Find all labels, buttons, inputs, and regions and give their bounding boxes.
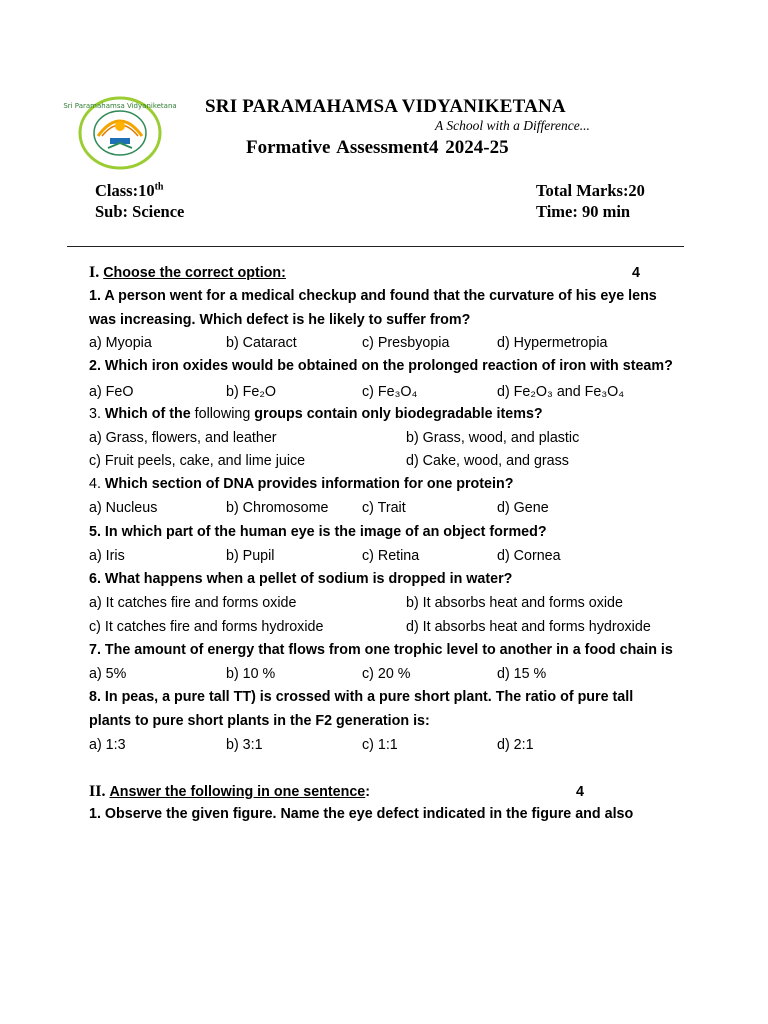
school-tagline: A School with a Difference... <box>435 118 590 133</box>
q5-option-a: a) Iris <box>89 548 125 564</box>
q4-option-b: b) Chromosome <box>226 500 329 516</box>
question-1-text-cont: was increasing. Which defect is he likely to suffer from? <box>89 312 471 328</box>
total-marks: Total Marks:20 <box>536 181 645 200</box>
q4-option-a: a) Nucleus <box>89 500 158 516</box>
header-divider <box>67 246 684 247</box>
q8-option-d: d) 2:1 <box>497 737 534 753</box>
q7-option-c: c) 20 % <box>362 666 411 682</box>
section-1-marks: 4 <box>632 265 640 281</box>
q3-option-c: c) Fruit peels, cake, and lime juice <box>89 453 306 469</box>
q2-option-d: d) Fe₂O₃ and Fe₃O₄ <box>497 384 625 400</box>
question-3-text: 3. Which of the following groups contain only biodegradable items? <box>89 406 543 422</box>
q5-option-c: c) Retina <box>362 548 420 564</box>
assessment-title: Formative Assessment4 2024-25 <box>246 137 509 158</box>
q2-option-a: a) FeO <box>89 384 134 400</box>
q7-option-b: b) 10 % <box>226 666 276 682</box>
q3-option-d: d) Cake, wood, and grass <box>406 453 569 469</box>
q6-option-c: c) It catches fire and forms hydroxide <box>89 619 324 635</box>
section-2-heading: II. Answer the following in one sentence: <box>89 783 370 800</box>
question-6-text: 6. What happens when a pellet of sodium is dropped in water? <box>89 571 513 587</box>
q3-option-b: b) Grass, wood, and plastic <box>406 430 580 446</box>
q1-option-b: b) Cataract <box>226 335 297 351</box>
q8-option-b: b) 3:1 <box>226 737 263 753</box>
question-2-text: 2. Which iron oxides would be obtained on the prolonged reaction of iron with steam? <box>89 358 673 374</box>
school-name: SRI PARAMAHAMSA VIDYANIKETANA <box>205 96 566 117</box>
question-8-text-cont: plants to pure short plants in the F2 generation is: <box>89 713 430 729</box>
question-5-text: 5. In which part of the human eye is the image of an object formed? <box>89 524 547 540</box>
q3-option-a: a) Grass, flowers, and leather <box>89 430 277 446</box>
q4-option-d: d) Gene <box>497 500 549 516</box>
q1-option-d: d) Hypermetropia <box>497 335 608 351</box>
q8-option-a: a) 1:3 <box>89 737 126 753</box>
q5-option-d: d) Cornea <box>497 548 561 564</box>
q1-option-a: a) Myopia <box>89 335 152 351</box>
q6-option-a: a) It catches fire and forms oxide <box>89 595 297 611</box>
question-4-text: 4. Which section of DNA provides information for one protein? <box>89 476 514 492</box>
section-2-question-1-text: 1. Observe the given figure. Name the eye defect indicated in the figure and also <box>89 806 634 822</box>
section-1-heading: I. Choose the correct option: <box>89 264 286 281</box>
q6-option-b: b) It absorbs heat and forms oxide <box>406 595 623 611</box>
q2-option-b: b) Fe₂O <box>226 384 277 400</box>
q6-option-d: d) It absorbs heat and forms hydroxide <box>406 619 651 635</box>
school-logo <box>63 96 177 170</box>
q1-option-c: c) Presbyopia <box>362 335 450 351</box>
q8-option-c: c) 1:1 <box>362 737 398 753</box>
q4-option-c: c) Trait <box>362 500 406 516</box>
class-label: Class:10th <box>95 181 164 200</box>
time-label: Time: 90 min <box>536 202 631 221</box>
logo-ring-text: Sri Paramahamsa Vidyaniketana <box>63 102 177 110</box>
q7-option-d: d) 15 % <box>497 666 547 682</box>
question-8-text: 8. In peas, a pure tall TT) is crossed with a pure short plant. The ratio of pure tall <box>89 689 634 705</box>
q2-option-c: c) Fe₃O₄ <box>362 384 418 400</box>
question-7-text: 7. The amount of energy that flows from one trophic level to another in a food chain is <box>89 642 673 658</box>
subject-label: Sub: Science <box>95 202 185 221</box>
section-2-marks: 4 <box>576 784 584 800</box>
q5-option-b: b) Pupil <box>226 548 275 564</box>
question-1-text: 1. A person went for a medical checkup and found that the curvature of his eye lens <box>89 288 657 304</box>
q7-option-a: a) 5% <box>89 666 127 682</box>
